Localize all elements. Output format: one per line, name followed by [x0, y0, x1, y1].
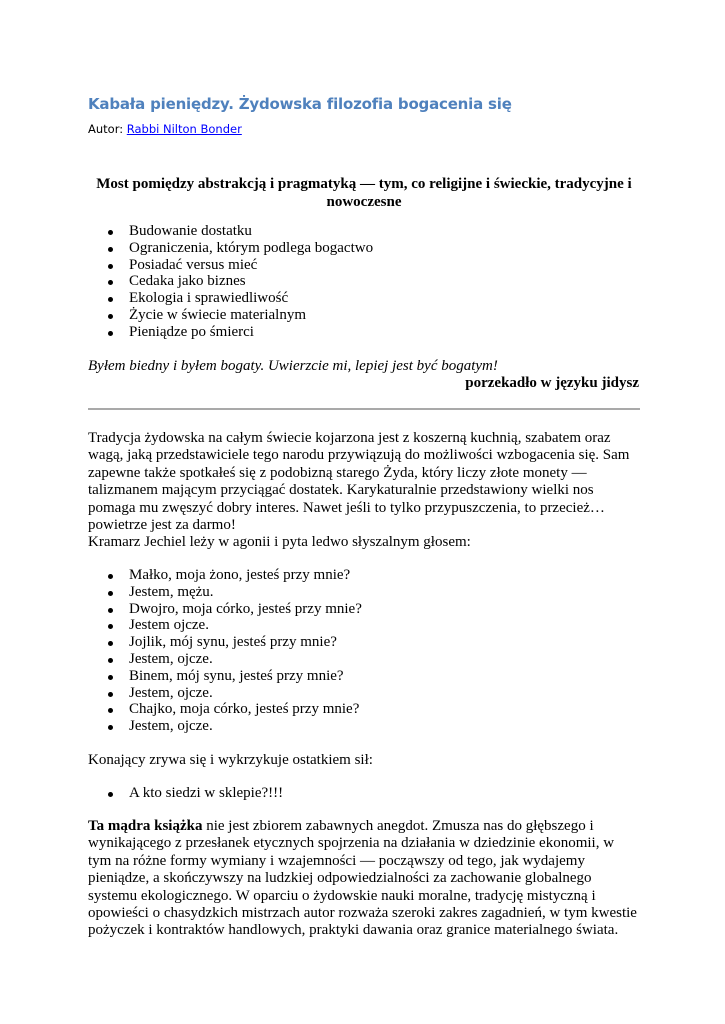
- list-item: Binem, mój synu, jesteś przy mnie?: [88, 668, 362, 685]
- list-item: Ograniczenia, którym podlega bogactwo: [88, 240, 373, 257]
- list-item: Życie w świecie materialnym: [88, 307, 373, 324]
- list-item: Posiadać versus mieć: [88, 257, 373, 274]
- list-item: A kto siedzi w sklepie?!!!: [88, 785, 283, 802]
- list-item: Jestem, ojcze.: [88, 718, 362, 735]
- paragraph-anecdote-end: Konający zrywa się i wykrzykuje ostatkiem sił:: [88, 752, 373, 768]
- list-item: Cedaka jako biznes: [88, 273, 373, 290]
- paragraph-intro: Tradycja żydowska na całym świecie kojarzona jest z koszerną kuchnią, szabatem oraz wagą, jaką przedstawiciele tego narodu przywiązują do możliwości wzbogacenia się. Sam zapewne także spotkałeś się z podobizną starego Żyda, który liczy złote monety — talizmanem mającym przyciągać dostatek. Karykaturalnie przedstawiony wielki nos pomaga mu zwęszyć dobry interes. Nawet jeśli to tylko przypuszczenia, to przecież… powietrze jest za darmo!: [88, 430, 630, 534]
- book-subtitle: Most pomiędzy abstrakcją i pragmatyką — tym, co religijne i świeckie, tradycyjne i nowoczesne: [96, 176, 632, 210]
- list-item: Jestem, mężu.: [88, 584, 362, 601]
- proverb-attribution: porzekadło w języku jidysz: [465, 375, 639, 391]
- topics-list: [88, 223, 373, 341]
- list-item: Jojlik, mój synu, jesteś przy mnie?: [88, 634, 362, 651]
- list-item: Chajko, moja córko, jesteś przy mnie?: [88, 701, 362, 718]
- list-item: Jestem, ojcze.: [88, 685, 362, 702]
- author-label: Autor:: [88, 122, 127, 136]
- list-item: Jestem ojcze.: [88, 617, 362, 634]
- list-item: Pieniądze po śmierci: [88, 324, 373, 341]
- page-title: Kabała pieniędzy. Żydowska filozofia bogacenia się: [88, 95, 512, 113]
- list-item: Jestem, ojcze.: [88, 651, 362, 668]
- punchline-list: [88, 785, 283, 802]
- divider: [88, 408, 640, 410]
- author-line: [88, 122, 242, 136]
- list-item: Budowanie dostatku: [88, 223, 373, 240]
- paragraph-book-description: [88, 818, 640, 940]
- dialogue-list: [88, 567, 362, 735]
- author-link[interactable]: Rabbi Nilton Bonder: [126, 122, 242, 136]
- list-item: Małko, moja żono, jesteś przy mnie?: [88, 567, 362, 584]
- paragraph-anecdote-intro: Kramarz Jechiel leży w agonii i pyta ledwo słyszalnym głosem:: [88, 534, 471, 550]
- quote-text: Byłem biedny i byłem bogaty. Uwierzcie mi, lepiej jest być bogatym!: [88, 358, 498, 374]
- book-description-text: nie jest zbiorem zabawnych anegdot. Zmusza nas do głębszego i wynikającego z przesłanek etycznych spojrzenia na działania w dziedzinie ekonomii, w tym na różne formy wymiany i wzajemności — począwszy od tego, jak wydajemy pieniądze, a skończywszy na ludzkiej odpowiedzialności za zachowanie globalnego systemu ekologicznego. W oparciu o żydowskie nauki moralne, tradycję mistyczną i opowieści o chasydzkich mistrzach autor rozważa szeroki zakres zagadnień, w tym kwestie pożyczek i kontraktów handlowych, praktyki dawania oraz granice materialnego świata.: [88, 818, 637, 939]
- list-item: Ekologia i sprawiedliwość: [88, 290, 373, 307]
- list-item: Dwojro, moja córko, jesteś przy mnie?: [88, 601, 362, 618]
- book-highlight: Ta mądra książka: [88, 818, 203, 834]
